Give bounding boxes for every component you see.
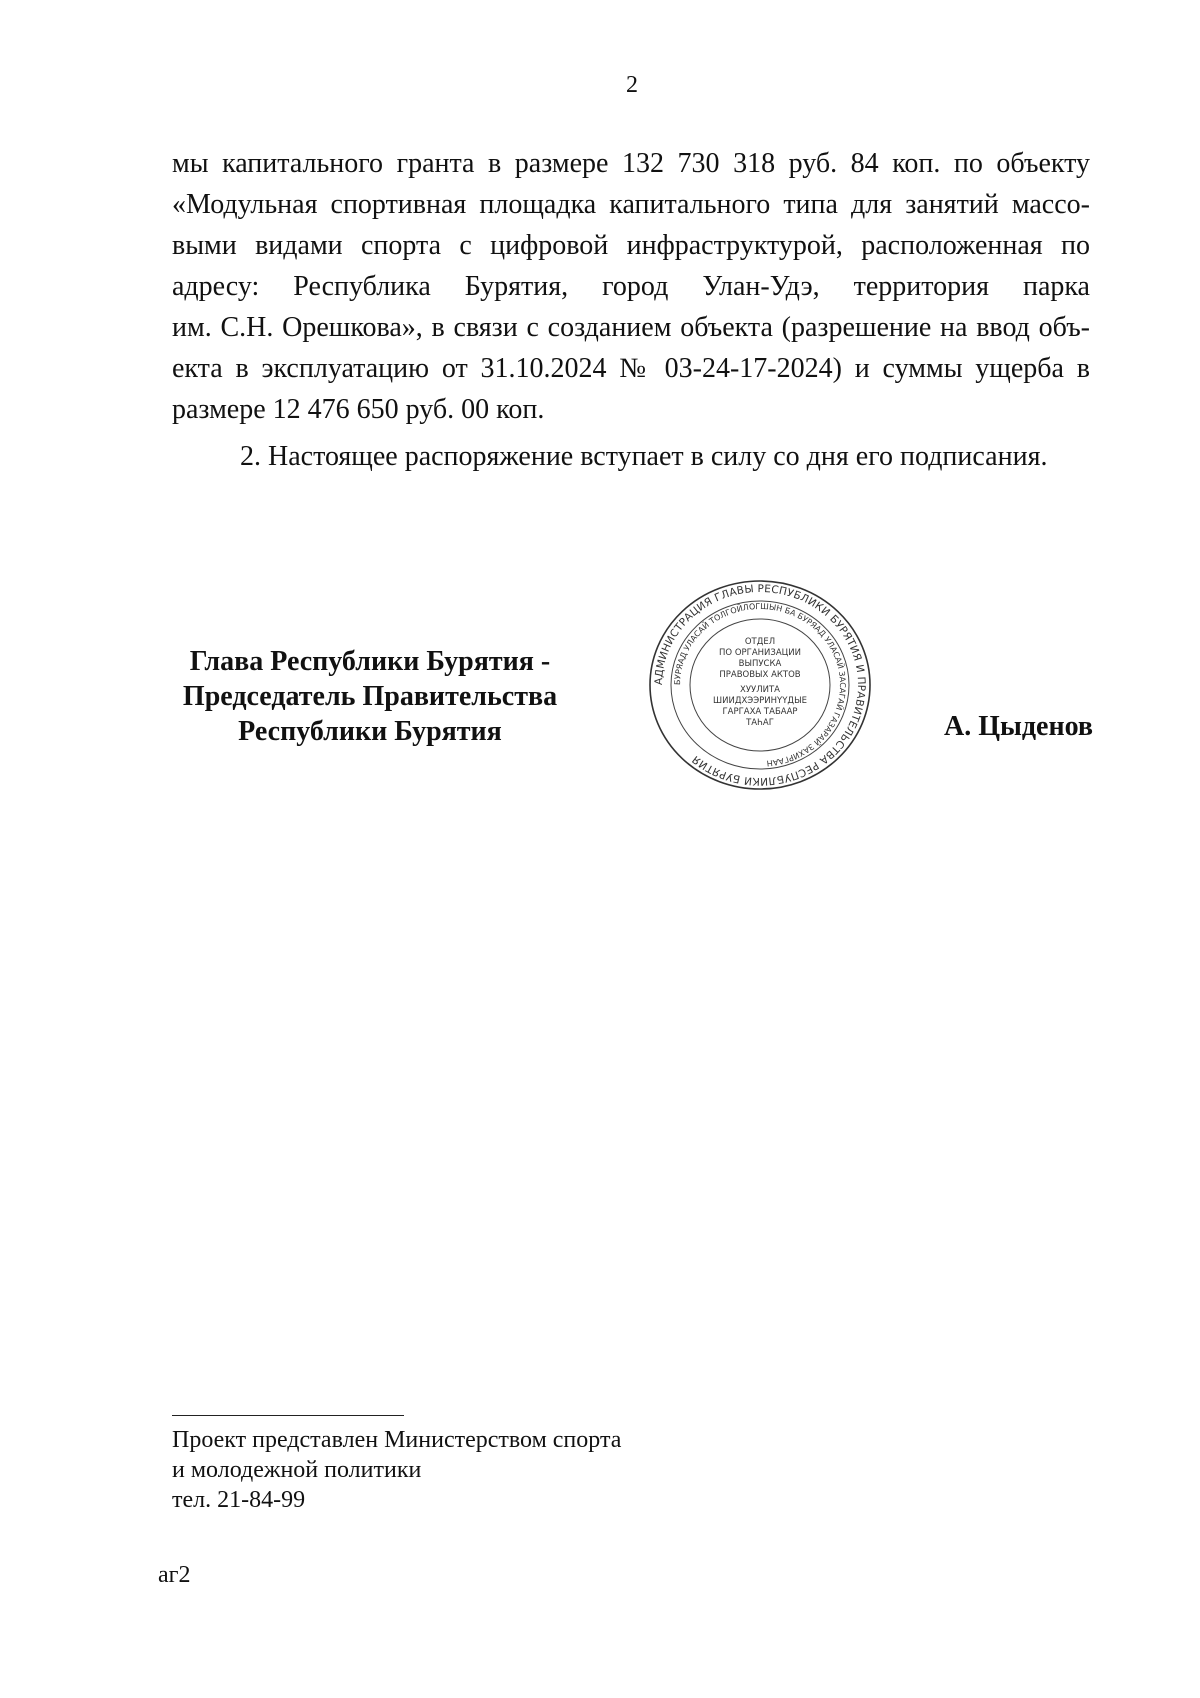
signatory-name: А. Цыденов: [944, 711, 1094, 742]
stamp-outer-text: АДМИНИСТРАЦИЯ ГЛАВЫ РЕСПУБЛИКИ БУРЯТИЯ И ПРАВИТЕЛЬСТВА РЕСПУБЛИКИ БУРЯТИЯ: [652, 582, 868, 788]
signatory-title: [150, 644, 590, 749]
body-paragraph: [172, 143, 1090, 430]
stamp-center-line: ШИИДХЭЭРИНҮҮДЫЕ: [713, 696, 807, 706]
footnote: [172, 1425, 621, 1515]
stamp-center-line: ХУУЛИТА: [740, 685, 780, 695]
paragraph-line: «Модульная спортивная площадка капитального типа для занятий массо-: [172, 189, 1090, 220]
page-number: 2: [626, 72, 638, 98]
document-code: аг2: [158, 1562, 191, 1588]
paragraph-line: адресу: Республика Бурятия, город Улан-Удэ, территория парка: [172, 271, 1090, 302]
clause-2: 2. Настоящее распоряжение вступает в силу со дня его подписания.: [240, 441, 1048, 472]
signatory-title-line: Республики Бурятия: [238, 716, 502, 747]
signatory-title-line: Глава Республики Бурятия -: [189, 646, 551, 677]
footnote-line: Проект представлен Министерством спорта: [172, 1427, 622, 1453]
stamp-center-line: ГАРГАХА ТАБААР: [722, 707, 798, 717]
official-stamp: [645, 578, 875, 792]
paragraph-line: екта в эксплуатацию от 31.10.2024 № 03-24-17-2024) и суммы ущерба в: [172, 353, 1090, 384]
stamp-inner-text: БУРЯАД УЛАСАЙ ТОЛГОЙЛОГШЫН БА БУРЯАД УЛАСАЙ ЗАСАГАЙ ГАЗАРАЙ ЗАХИРГААН: [672, 601, 848, 768]
stamp-center-line: ПО ОРГАНИЗАЦИИ: [719, 648, 801, 658]
footnote-line: тел. 21-84-99: [172, 1487, 306, 1513]
stamp-center-line: ОТДЕЛ: [744, 637, 776, 647]
paragraph-line: размере 12 476 650 руб. 00 коп.: [172, 394, 545, 425]
paragraph-line: мы капитального гранта в размере 132 730 318 руб. 84 коп. по объекту: [172, 148, 1090, 179]
stamp-center-line: ВЫПУСКА: [738, 659, 782, 669]
footnote-divider: [172, 1415, 404, 1416]
footnote-line: и молодежной политики: [172, 1457, 422, 1483]
stamp-center-line: ПРАВОВЫХ АКТОВ: [719, 670, 801, 680]
paragraph-line: им. С.Н. Орешкова», в связи с созданием объекта (разрешение на ввод объ-: [172, 312, 1090, 343]
paragraph-line: выми видами спорта с цифровой инфраструктурой, расположенная по: [172, 230, 1090, 261]
stamp-center-line: ТАҺАГ: [746, 718, 774, 728]
signatory-title-line: Председатель Правительства: [182, 681, 558, 712]
